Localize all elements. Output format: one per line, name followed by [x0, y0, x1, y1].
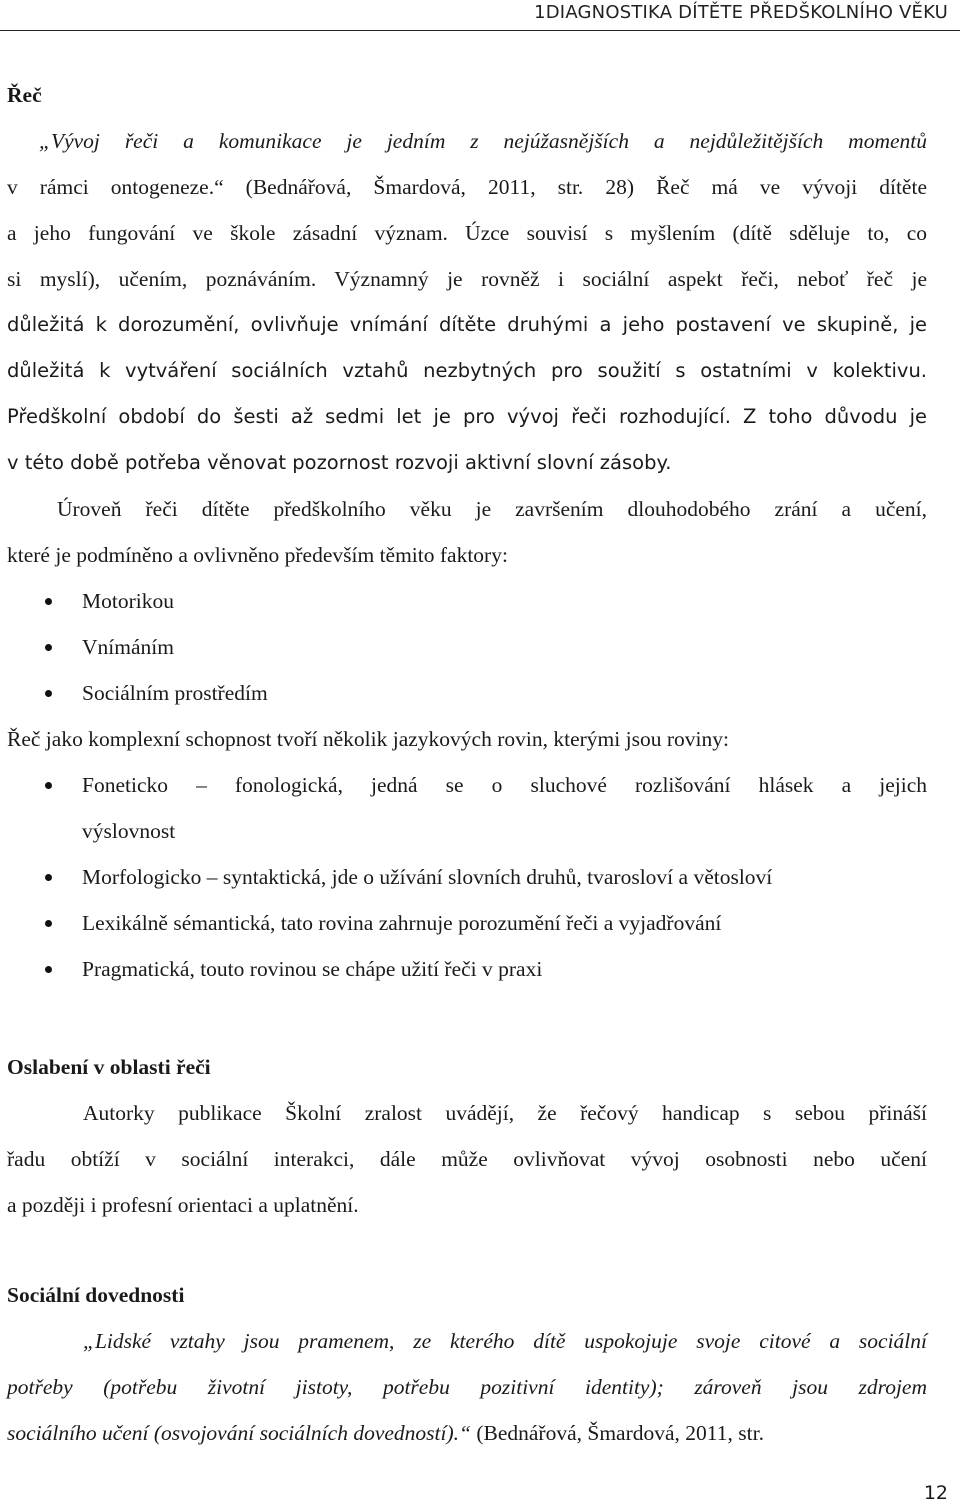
paragraph-line: v této době potřeba věnovat pozornost rozvoji aktivní slovní zásoby.	[7, 451, 672, 474]
section-heading-oslabeni: Oslabení v oblasti řeči	[7, 1055, 211, 1079]
paragraph-line: si myslí), učením, poznáváním. Významný je rovněž i sociální aspekt řeči, neboť řeč je	[7, 267, 927, 291]
running-header	[0, 0, 960, 31]
paragraph-line: a později i profesní orientaci a uplatnění.	[7, 1193, 359, 1217]
citation: (Bednářová, Šmardová, 2011, str.	[476, 1421, 764, 1445]
bullet-icon	[45, 782, 52, 789]
chapter-title: 1DIAGNOSTIKA DÍTĚTE PŘEDŠKOLNÍHO VĚKU	[534, 2, 948, 23]
paragraph-line: v rámci ontogeneze.“ (Bednářová, Šmardová, 2011, str. 28) Řeč má ve vývoji dítěte	[7, 175, 927, 199]
quote-end: sociálního učení (osvojování sociálních dovedností).“	[7, 1421, 471, 1445]
paragraph-line: potřeby (potřebu životní jistoty, potřebu pozitivní identity); zároveň jsou zdrojem	[7, 1375, 927, 1399]
bullet-icon	[45, 598, 52, 605]
list-item: Motorikou	[7, 578, 927, 624]
paragraph-line: Autorky publikace Školní zralost uvádějí, že řečový handicap s sebou přináší	[83, 1101, 927, 1125]
list-item: Sociálním prostředím	[7, 670, 927, 716]
paragraph-line: „Vývoj řeči a komunikace je jedním z nejúžasnějších a nejdůležitějších momentů	[39, 129, 927, 153]
bullet-icon	[45, 690, 52, 697]
list-item: Pragmatická, touto rovinou se chápe užití řeči v praxi	[7, 946, 927, 992]
page-number: 12	[923, 1482, 948, 1504]
section-heading-socialni: Sociální dovednosti	[7, 1283, 185, 1307]
paragraph-line: důležitá k dorozumění, ovlivňuje vnímání dítěte druhými a jeho postavení ve skupině, je	[7, 313, 927, 336]
bullet-icon	[45, 644, 52, 651]
paragraph-line: které je podmíněno a ovlivněno především těmito faktory:	[7, 543, 508, 567]
paragraph-line	[7, 1410, 927, 1456]
paragraph-line: a jeho fungování ve škole zásadní význam. Úzce souvisí s myšlením (dítě sděluje to, co	[7, 221, 927, 245]
paragraph-line: „Lidské vztahy jsou pramenem, ze kterého dítě uspokojuje svoje citové a sociální	[83, 1329, 927, 1353]
list-item: Vnímáním	[7, 624, 927, 670]
list-item: Foneticko – fonologická, jedná se o sluchové rozlišování hlásek a jejich	[7, 762, 927, 808]
paragraph-line: Předškolní období do šesti až sedmi let je pro vývoj řeči rozhodující. Z toho důvodu je	[7, 405, 927, 428]
list-item: Lexikálně sémantická, tato rovina zahrnuje porozumění řeči a vyjadřování	[7, 900, 927, 946]
page-body	[7, 72, 927, 1456]
list-item-continuation: výslovnost	[82, 819, 176, 843]
paragraph-line: řadu obtíží v sociální interakci, dále může ovlivňovat vývoj osobnosti nebo učení	[7, 1147, 927, 1171]
list-item: Morfologicko – syntaktická, jde o užívání slovních druhů, tvarosloví a větosloví	[7, 854, 927, 900]
bullet-icon	[45, 874, 52, 881]
bullet-icon	[45, 920, 52, 927]
paragraph-line: důležitá k vytváření sociálních vztahů nezbytných pro soužití s ostatními v kolektivu.	[7, 359, 927, 382]
paragraph-line: Úroveň řeči dítěte předškolního věku je završením dlouhodobého zrání a učení,	[57, 497, 927, 521]
paragraph-line: Řeč jako komplexní schopnost tvoří několik jazykových rovin, kterými jsou roviny:	[7, 727, 729, 751]
section-heading-rec: Řeč	[7, 83, 42, 107]
bullet-icon	[45, 966, 52, 973]
